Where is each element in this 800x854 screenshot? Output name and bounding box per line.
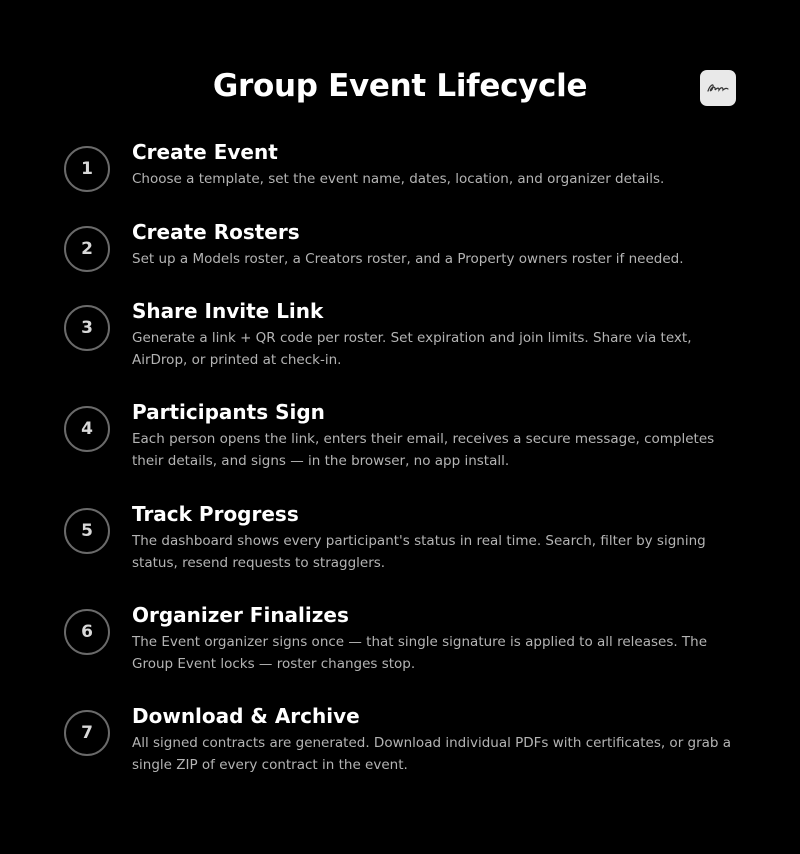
signature-icon: [705, 79, 731, 97]
step-description: Generate a link + QR code per roster. Set expiration and join limits. Share via text, AirDrop, or printed at check-in.: [132, 330, 692, 368]
step-description: The Event organizer signs once — that single signature is applied to all releases. The Group Event locks — roster changes stop.: [132, 634, 708, 672]
step-number: 4: [64, 406, 110, 452]
step-title: Track Progress: [132, 502, 299, 526]
step-description: The dashboard shows every participant's status in real time. Search, filter by signing status, resend requests to stragglers.: [132, 533, 706, 571]
step-number: 6: [64, 609, 110, 655]
step-number: 1: [64, 146, 110, 192]
step-description: Each person opens the link, enters their email, receives a secure message, completes their details, and signs — in the browser, no app install.: [132, 431, 715, 469]
step-number: 3: [64, 305, 110, 351]
step-title: Download & Archive: [132, 704, 360, 728]
step-title: Create Rosters: [132, 220, 300, 244]
signature-logo-icon: [700, 70, 736, 106]
step-number: 5: [64, 508, 110, 554]
step-title: Participants Sign: [132, 400, 325, 424]
step-description: Choose a template, set the event name, dates, location, and organizer details.: [132, 171, 665, 187]
step-title: Share Invite Link: [132, 299, 324, 323]
step-number: 7: [64, 710, 110, 756]
step-number: 2: [64, 226, 110, 272]
step-description: Set up a Models roster, a Creators roster, and a Property owners roster if needed.: [132, 251, 684, 267]
page-title: Group Event Lifecycle: [212, 68, 588, 104]
step-description: All signed contracts are generated. Download individual PDFs with certificates, or grab a single ZIP of every contract in the event.: [132, 735, 732, 773]
step-title: Create Event: [132, 140, 278, 164]
step-title: Organizer Finalizes: [132, 603, 349, 627]
